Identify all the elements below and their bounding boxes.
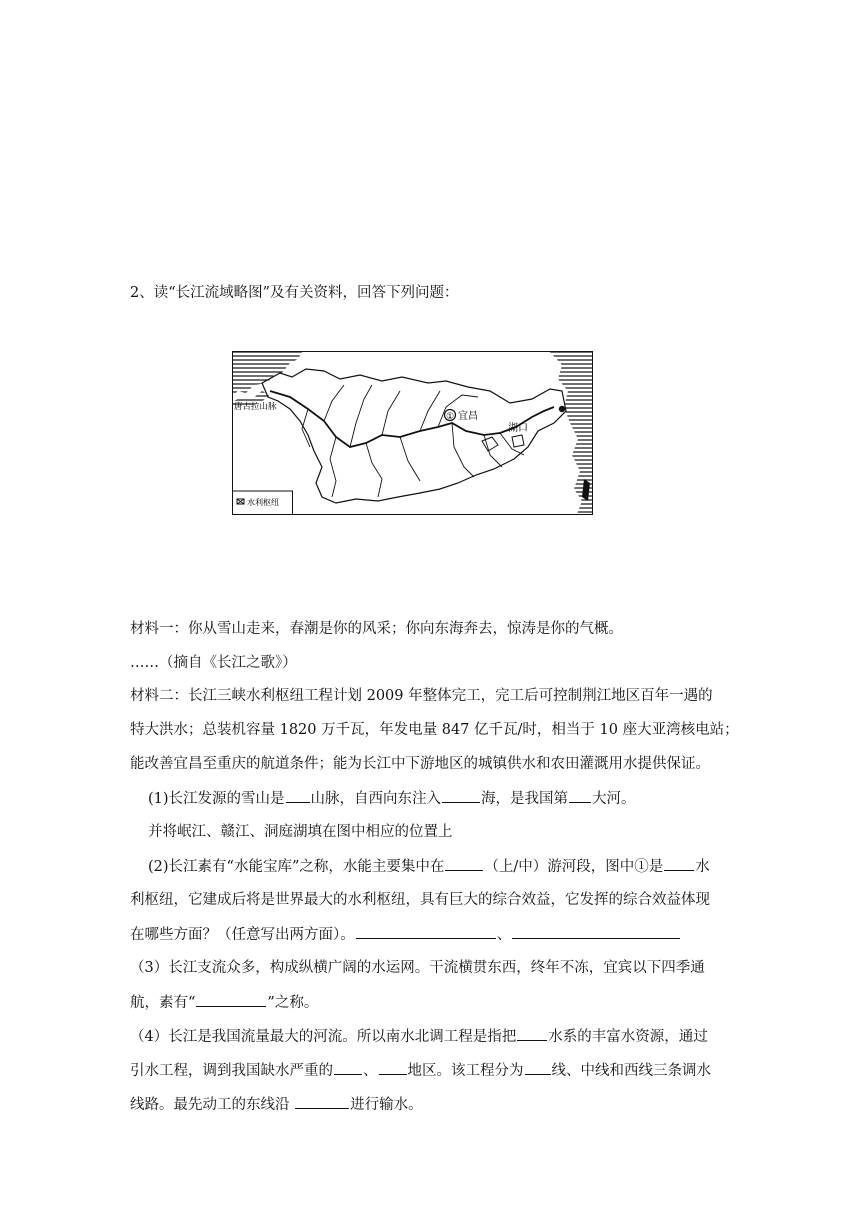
question-title: 2、读“长江流域略图”及有关资料，回答下列问题：: [130, 285, 459, 301]
q1-blank-sea[interactable]: [442, 788, 480, 803]
legend-label: 水利枢纽: [247, 498, 279, 507]
q3-blank-title[interactable]: [196, 992, 266, 1007]
mountain-label: 唐古拉山脉: [234, 402, 277, 412]
map-svg: [232, 351, 593, 515]
material-two-line2: 特大洪水；总装机容量 1820 万千瓦，年发电量 847 亿千瓦/时，相当于 10 座大亚湾核电站；: [130, 722, 739, 738]
q4-blank-canal[interactable]: [295, 1094, 349, 1109]
q2-text-a: (2)长江素有“水能宝库”之称，水能主要集中在: [148, 859, 445, 875]
q4-text-g: 进行输水。: [350, 1097, 423, 1113]
q1-blank-rank[interactable]: [569, 788, 591, 803]
q4-text-e: 线、中线和西线三条调水: [551, 1063, 711, 1079]
q4-line3: [130, 1094, 423, 1115]
q4-text-b: 水系的丰富水资源，通过: [548, 1029, 708, 1045]
q3-text-a: 航，素有“: [130, 995, 196, 1011]
q4-blank-region-1[interactable]: [334, 1060, 362, 1075]
q2-text-c: 水: [695, 859, 710, 875]
q2-separator: 、: [496, 927, 512, 943]
dam-marker-label: ①: [445, 412, 455, 422]
material-one-line1: 材料一：你从雪山走来，春潮是你的风采；你向东海奔去，惊涛是你的气概。: [130, 621, 623, 637]
q3-text-b: ”之称。: [267, 995, 319, 1011]
q4-text-a: （4）长江是我国流量最大的河流。所以南水北调工程是指把: [130, 1029, 517, 1045]
q4-blank-region-2[interactable]: [379, 1060, 407, 1075]
q1-blank-mountain[interactable]: [286, 788, 310, 803]
q1-text-d: 大河。: [592, 791, 636, 807]
hukou-label: 湖口: [508, 423, 528, 434]
q1-text-c: 海，是我国第: [481, 791, 569, 807]
material-one-source: ……（摘自《长江之歌》）: [130, 655, 297, 671]
material-two-line1: 材料二：长江三峡水利枢纽工程计划 2009 年整体完工，完工后可控制荆江地区百年一遇的: [130, 688, 713, 704]
q2-line3: [130, 924, 681, 945]
q2-blank-benefit-2[interactable]: [512, 924, 680, 939]
q3-line2: [130, 992, 318, 1013]
q2-line1: [148, 856, 710, 877]
q2-blank-dam[interactable]: [664, 856, 694, 871]
q1-line1: [148, 788, 636, 809]
q1-line2: 并将岷江、赣江、洞庭湖填在图中相应的位置上: [148, 824, 453, 840]
q1-text-b: 山脉，自西向东注入: [310, 791, 442, 807]
q2-blank-section[interactable]: [445, 856, 483, 871]
q4-line1: [130, 1026, 708, 1047]
q4-text-f: 线路。最先动工的东线沿: [130, 1097, 295, 1113]
yangtze-basin-map: [232, 351, 593, 515]
q4-blank-route[interactable]: [525, 1060, 551, 1075]
q4-text-d: 地区。该工程分为: [407, 1063, 524, 1079]
q1-text-a: (1)长江发源的雪山是: [148, 791, 285, 807]
q4-line2: [130, 1060, 711, 1081]
q2-line2: 利枢纽，它建成后将是世界最大的水利枢纽，具有巨大的综合效益，它发挥的综合效益体现: [130, 892, 710, 908]
q3-line1: （3）长江支流众多，构成纵横广阔的水运网。干流横贯东西，终年不冻，宜宾以下四季通: [130, 960, 705, 976]
material-two-line3: 能改善宜昌至重庆的航道条件；能为长江中下游地区的城镇供水和农田灌溉用水提供保证。: [130, 756, 710, 772]
q4-blank-river-system[interactable]: [517, 1026, 547, 1041]
q2-text-b: （上/中）游河段，图中①是: [484, 859, 664, 875]
q2-blank-benefit-1[interactable]: [356, 924, 496, 939]
q4-separator: 、: [363, 1063, 378, 1079]
yichang-label: 宜昌: [458, 411, 478, 422]
q4-text-c: 引水工程，调到我国缺水严重的: [130, 1063, 333, 1079]
q2-text-line3: 在哪些方面？（任意写出两方面）。: [130, 927, 355, 943]
